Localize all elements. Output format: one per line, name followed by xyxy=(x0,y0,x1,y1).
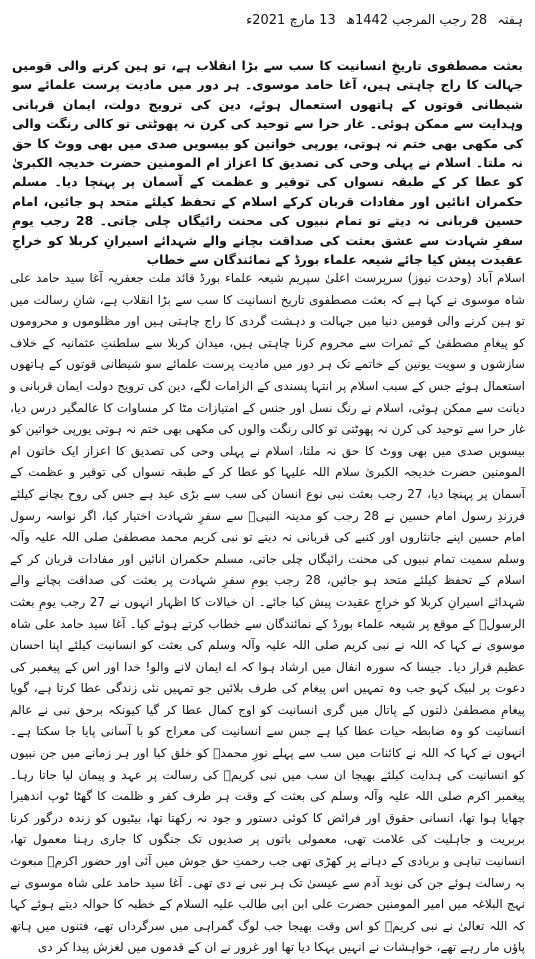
dateline xyxy=(12,8,523,34)
article-body xyxy=(10,268,526,955)
dateline-hijri-date: 28 رجب المرجب 1442ھ xyxy=(345,13,488,28)
dateline-day: ہفتہ xyxy=(497,13,523,28)
dateline-gregorian-date: 13 مارچ 2021ء xyxy=(246,13,336,28)
headline-block xyxy=(12,56,523,268)
headline-text: بعثت مصطفوی تاریخِ انسانیت کا سب سے بڑا انقلاب ہے، تو ہین کرنے والی قومیں جہالت کا راج چاہتی ہیں، آغا حامد موسوی۔ ہر دور میں مادیت پرست علمائے سو شیطانی قوتوں کے ہاتھوں استعمال ہوئے، دین کی ترویج دولت، ایمان قربانی وہدایت سے ممکن ہوئی۔ غار حرا سے توحید کی کرن نہ پھوٹتی تو کالی رنگت والی کی مکھی بھی ختم نہ ہوتی، یورپی خواتین کو بیسویں صدی میں بھی ووٹ کا حق نہ ملتا۔ اسلام نے پہلی وحی کی تصدیق کا اعزاز ام المومنین حضرت خدیجہ الکبریٰ کو عطا کر کے طبقہ نسواں کی توقیر و عظمت کے آسمان پر پہنچا دیا۔ مسلم حکمران انائیں اور مفادات قربان کرکے اسلام کے تحفظ کیلئے متحد ہو جائیں، امام حسین قربانی نہ دیتے تو تمام نبیوں کی محنت رائیگاں چلی جاتی۔ 28 رجب یومِ سفرِ شہادت سے عشق بعثت کی صداقت بچانے والے شہدائے اسیرانِ کربلا کو خراجِ عقیدت پیش کیا جائے شیعہ علماء بورڈ کے نمائندگان سے خطاب xyxy=(12,58,523,268)
article-text: اسلام آباد (وحدت نیوز) سرپرست اعلیٰ سپریم شیعہ علماء بورڈ قائد ملت جعفریہ آغا سید حامد علی شاہ موسوی نے کہا ہے کہ بعثت مصطفوی تاریخ انسانیت کا سب سے بڑا انقلاب ہے، شانِ رسالت میں تو ہین کرنے والی قومیں دنیا میں جہالت و دہشت گردی کا راج چاہتی ہیں اور مظلوموں و محروموں کو پیغامِ مصطفیٰ کے ثمرات سے محروم کرنا چاہتی ہیں، میدان کربلا سے سلطنتِ عثمانیہ کے خلاف سازشوں و سویت یونین کے خاتمے تک ہر دور میں مادیت پرست علمائے سو شیطانی قوتوں کے ہاتھوں استعمال ہوئے جس کے سبب اسلام پر انتہا پسندی کے الزامات لگے، دین کی ترویج دولت ایمان قربانی و دیانت سے ممکن ہوئی، اسلام نے رنگ نسل اور جنس کے امتیازات مٹا کر مساوات کا عالمگیر درس دیا، غار حرا سے توحید کی کرن نہ پھوٹتی تو کالی رنگت والوں کی مکھی بھی ختم نہ ہوتی یورپی خواتین کو بیسویں صدی میں بھی ووٹ کا حق نہ ملتا، اسلام نے پہلی وحی کی تصدیق کا اعزاز ایک خاتون ام المومنین حضرت خدیجہ الکبریٰ سلام اللہ علیہا کو عطا کر کے طبقہ نسواں کی توقیر و عظمت کے آسمان پر پہنچا دیا، 27 رجب بعثت نبی نوع انسان کی سب سے بڑی عید ہے جس کی روح بچانے کیلئے فرزندِ رسول امام حسین نے 28 رجب کو مدینہ النبیؐ سے سفرِ شہادت اختیار کیا، اگر نواسہ رسول امام حسین اپنے جانثاروں اور کنبے کی قربانی نہ دیتے تو نبی کریم محمد مصطفیٰ صلی اللہ علیہ وآلہ وسلم سمیت تمام نبیوں کی محنت رائیگاں چلی جاتی، مسلم حکمران انائیں اور مفادات قربان کر کے اسلام کے تحفظ کیلئے متحد ہو جائیں، 28 رجب یومِ سفرِ شہادت پر بعثت کی صداقت بچانے والے شہدائے اسیرانِ کربلا کو خراجِ عقیدت پیش کیا جائے۔ ان خیالات کا اظہار انہوں نے 27 رجب یومِ بعثت الرسولؐ کے موقع پر شیعہ علماء بورڈ کے نمائندگان سے خطاب کرتے ہوئے کیا۔ آغا سید حامد علی شاہ موسوی نے کہا کہ اللہ نے نبی کریم صلی اللہ علیہ وآلہ وسلم کی بعثت کو انسانیت کیلئے اپنا احسان عظیم قرار دیا۔ جیسا کہ سورہ انفال میں ارشاد ہوا کہ اے ایمان لانے والو! خدا اور اس کے پیغمبر کی دعوت پر لبیک کہو جب وہ تمہیں اس پیغام کی طرف بلائیں جو تمہیں نئی زندگی عطا کرتا ہے، گویا پیغامِ مصطفیٰ ذلتوں کے پاتال میں گری انسانیت کو اوج کمال عطا کر گیا کیونکہ برحق نبی نے عالم انسانیت کو وہ ضابطہ حیات عطا کیا ہے جس سے انسانیت کی معراج کو با آسانی پایا جا سکتا ہے۔ انہوں نے کہا کہ اللہ نے کائنات میں سب سے پہلے نورِ محمدؐ کو خلق کیا اور ہر زمانے میں جن نبیوں کو انسانیت کی ہدایت کیلئے بھیجا ان سب میں نبی کریمؐ کی رسالت پر عہد و پیمان لیا جاتا رہا۔ پیغمبر اکرم صلی اللہ علیہ وآلہ وسلم کی بعثت کے وقت ہر طرف کفر و ظلمت کا گھٹا ٹوپ اندھیرا چھایا ہوا تھا، انسانی حقوق اور فرائض کا کوئی دستور و جود نہ رکھتا تھا، بیٹیوں کو زندہ درگور کرنا بربریت و جاہلیت کی علامت تھی، معمولی باتوں پر صدیوں تک جنگوں کا جاری رہنا معمول تھا، انسانیت تباہی و بربادی کے دہانے پر کھڑی تھی جب رحمتِ حق جوش میں آئی اور حضور اکرمؐ مبعوث بہ رسالت ہوئے جن کی نوید آدم سے عیسیٰ تک ہر نبی نے دی تھی۔ آغا سید حامد علی شاہ موسوی نے نہج البلاغہ میں امیر المومنین حضرت علی ابن ابی طالب علیہ السلام کے خطبہ کا حوالہ دیتے ہوئے کہا کہ اللہ تعالیٰ نے نبی کریمؐ کو اس وقت بھیجا جب لوگ گمراہی میں سرگرداں تھے، فتنوں میں ہاتھ پاؤں مار رہے تھے، خواہشات نے انہیں بہکا دیا تھا اور غرور نے ان کے قدموں میں لغزش پیدا کر دی xyxy=(10,271,526,955)
